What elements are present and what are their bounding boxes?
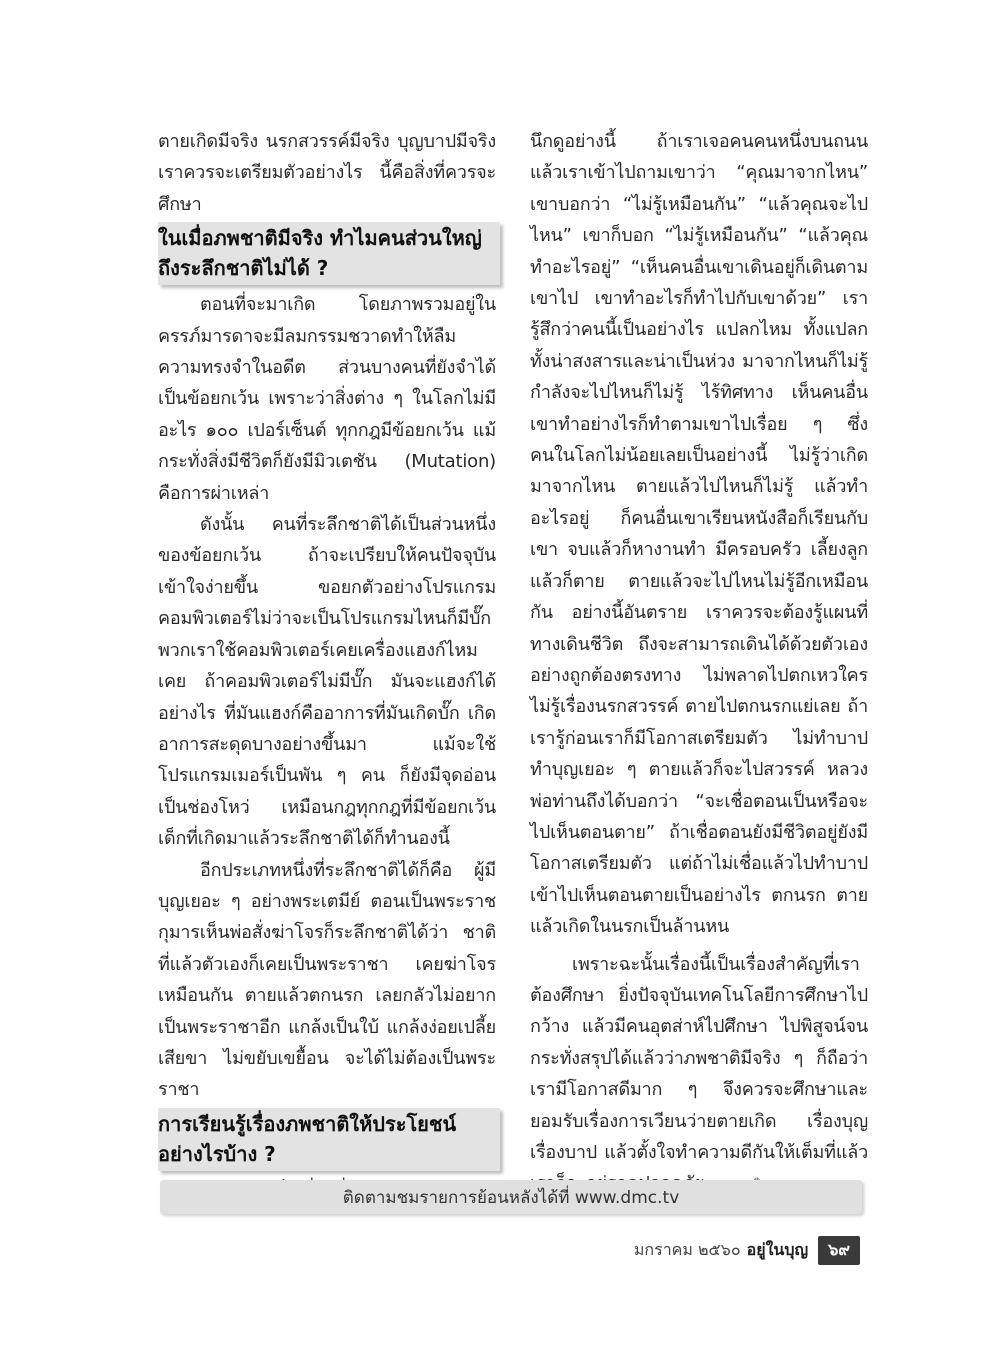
left-paragraph-3: ดังนั้น คนที่ระลึกชาติได้เป็นส่วนหนึ่งของข้อยกเว้น ถ้าจะเปรียบให้คนปัจจุบันเข้าใจง่ายขึ้น ขอยกตัวอย่างโปรแกรมคอมพิวเตอร์ไม่ว่าจะเป็นโปรแกรมไหนก็มีบั๊ก พวกเราใช้คอมพิวเตอร์เคยเครื่องแฮงก์ไหม เคย ถ้าคอมพิวเตอร์ไม่มีบั๊ก มันจะแฮงก์ได้อย่างไร ที่มันแฮงก์คืออาการที่มันเกิดบั๊ก เกิดอาการสะดุดบางอย่างขึ้นมา แม้จะใช้โปรแกรมเมอร์เป็นพัน ๆ คน ก็ยังมีจุดอ่อนเป็นช่องโหว่ เหมือนกฎทุกกฎที่มีข้อยกเว้น เด็กที่เกิดมาแล้วระลึกชาติได้ก็ทำนองนี้ (158, 514, 496, 850)
heading-line: อย่างไรบ้าง ? (158, 1141, 276, 1166)
right-paragraph-2 (530, 949, 868, 1200)
heading-line: ในเมื่อภพชาติมีจริง ทำไมคนส่วนใหญ่ (158, 226, 482, 251)
left-paragraph-2: ตอนที่จะมาเกิด โดยภาพรวมอยู่ในครรภ์มารดาจะมีลมกรรมชวาดทำให้ลืมความทรงจำในอดีต ส่วนบางคนที่ยังจำได้เป็นข้อยกเว้น เพราะว่าสิ่งต่าง ๆ ในโลกไม่มีอะไร ๑๐๐ เปอร์เซ็นต์ ทุกกฎมีข้อยกเว้น แม้กระทั่งสิ่งมีชีวิตก็ยังมีมิวเตชัน (Mutation) คือการผ่าเหล่า (158, 294, 496, 504)
left-paragraph-1: ตายเกิดมีจริง นรกสวรรค์มีจริง บุญบาปมีจริง เราควรจะเตรียมตัวอย่างไร นี้คือสิ่งที่ควรจะศึกษา (158, 131, 496, 215)
issue-date: มกราคม ๒๕๖๐ (633, 1240, 741, 1259)
section-heading-benefits (158, 1108, 500, 1171)
heading-line: ถึงระลึกชาติไม่ได้ ? (158, 256, 329, 281)
page-info (634, 1236, 860, 1265)
right-column (530, 126, 868, 1200)
page-number: ๖๙ (818, 1236, 860, 1265)
magazine-title: อยู่ในบุญ (746, 1240, 809, 1259)
heading-line: การเรียนรู้เรื่องภพชาติให้ประโยชน์ (158, 1111, 457, 1136)
left-column (158, 126, 496, 1206)
right-paragraph-1: นึกดูอย่างนี้ ถ้าเราเจอคนคนหนึ่งบนถนน แล้วเราเข้าไปถามเขาว่า “คุณมาจากไหน” เขาบอกว่า “ไม่รู้เหมือนกัน” “แล้วคุณจะไปไหน” เขาก็บอก “ไม่รู้เหมือนกัน” “แล้วคุณทำอะไรอยู่” “เห็นคนอื่นเขาเดินอยู่ก็เดินตามเขาไป เขาทำอะไรก็ทำไปกับเขาด้วย” เรารู้สึกว่าคนนี้เป็นอย่างไร แปลกไหม ทั้งแปลกทั้งน่าสงสารและน่าเป็นห่วง มาจากไหนก็ไม่รู้ กำลังจะไปไหนก็ไม่รู้ ไร้ทิศทาง เห็นคนอื่นเขาทำอย่างไรก็ทำตามเขาไปเรื่อย ๆ ซึ่งคนในโลกไม่น้อยเลยเป็นอย่างนี้ ไม่รู้ว่าเกิดมาจากไหน ตายแล้วไปไหนก็ไม่รู้ แล้วทำอะไรอยู่ ก็คนอื่นเขาเรียนหนังสือก็เรียนกับเขา จบแล้วก็หางานทำ มีครอบครัว เลี้ยงลูก แล้วก็ตาย ตายแล้วจะไปไหนไม่รู้อีกเหมือนกัน อย่างนี้อันตราย เราควรจะต้องรู้แผนที่ทางเดินชีวิต ถึงจะสามารถเดินได้ด้วยตัวเองอย่างถูกต้องตรงทาง ไม่พลาดไปตกเหวใครไม่รู้เรื่องนรกสวรรค์ ตายไปตกนรกแย่เลย ถ้าเรารู้ก่อนเราก็มีโอกาสเตรียมตัว ไม่ทำบาปทำบุญเยอะ ๆ ตายแล้วก็จะไปสวรรค์ หลวงพ่อท่านถึงได้บอกว่า “จะเชื่อตอนเป็นหรือจะไปเห็นตอนตาย” ถ้าเชื่อตอนยังมีชีวิตอยู่ยังมีโอกาสเตรียมตัว แต่ถ้าไม่เชื่อแล้วไปทำบาปเข้าไปเห็นตอนตายเป็นอย่างไร ตกนรก ตายแล้วเกิดในนรกเป็นล้านหน (530, 131, 868, 938)
footer-banner (160, 1180, 862, 1214)
footer-banner-text: ติดตามชมรายการย้อนหลังได้ที่ www.dmc.tv (342, 1187, 680, 1208)
left-paragraph-4: อีกประเภทหนึ่งที่ระลึกชาติได้ก็คือ ผู้มีบุญเยอะ ๆ อย่างพระเตมีย์ ตอนเป็นพระราชกุมารเห็นพ่อสั่งฆ่าโจรก็ระลึกชาติได้ว่า ชาติที่แล้วตัวเองก็เคยเป็นพระราชา เคยฆ่าโจรเหมือนกัน ตายแล้วตกนรก เลยกลัวไม่อยากเป็นพระราชาอีก แกล้งเป็นใบ้ แกล้งง่อยเปลี้ยเสียขา ไม่ขยับเขยื้อน จะได้ไม่ต้องเป็นพระราชา (158, 859, 496, 1101)
right-paragraph-2-text: เพราะฉะนั้นเรื่องนี้เป็นเรื่องสำคัญที่เราต้องศึกษา ยิ่งปัจจุบันเทคโนโลยีการศึกษาไปกว้าง แล้วมีคนอุตส่าห์ไปศึกษา ไปพิสูจน์จนกระทั่งสรุปได้แล้วว่าภพชาติมีจริง ๆ ก็ถือว่าเรามีโอกาสดีมาก ๆ จึงควรจะศึกษาและยอมรับเรื่องการเวียนว่ายตายเกิด เรื่องบุญเรื่องบาป แล้วตั้งใจทำความดีกันให้เต็มที่แล้ว (530, 953, 868, 1163)
section-heading-rebirth-memory (158, 222, 500, 285)
